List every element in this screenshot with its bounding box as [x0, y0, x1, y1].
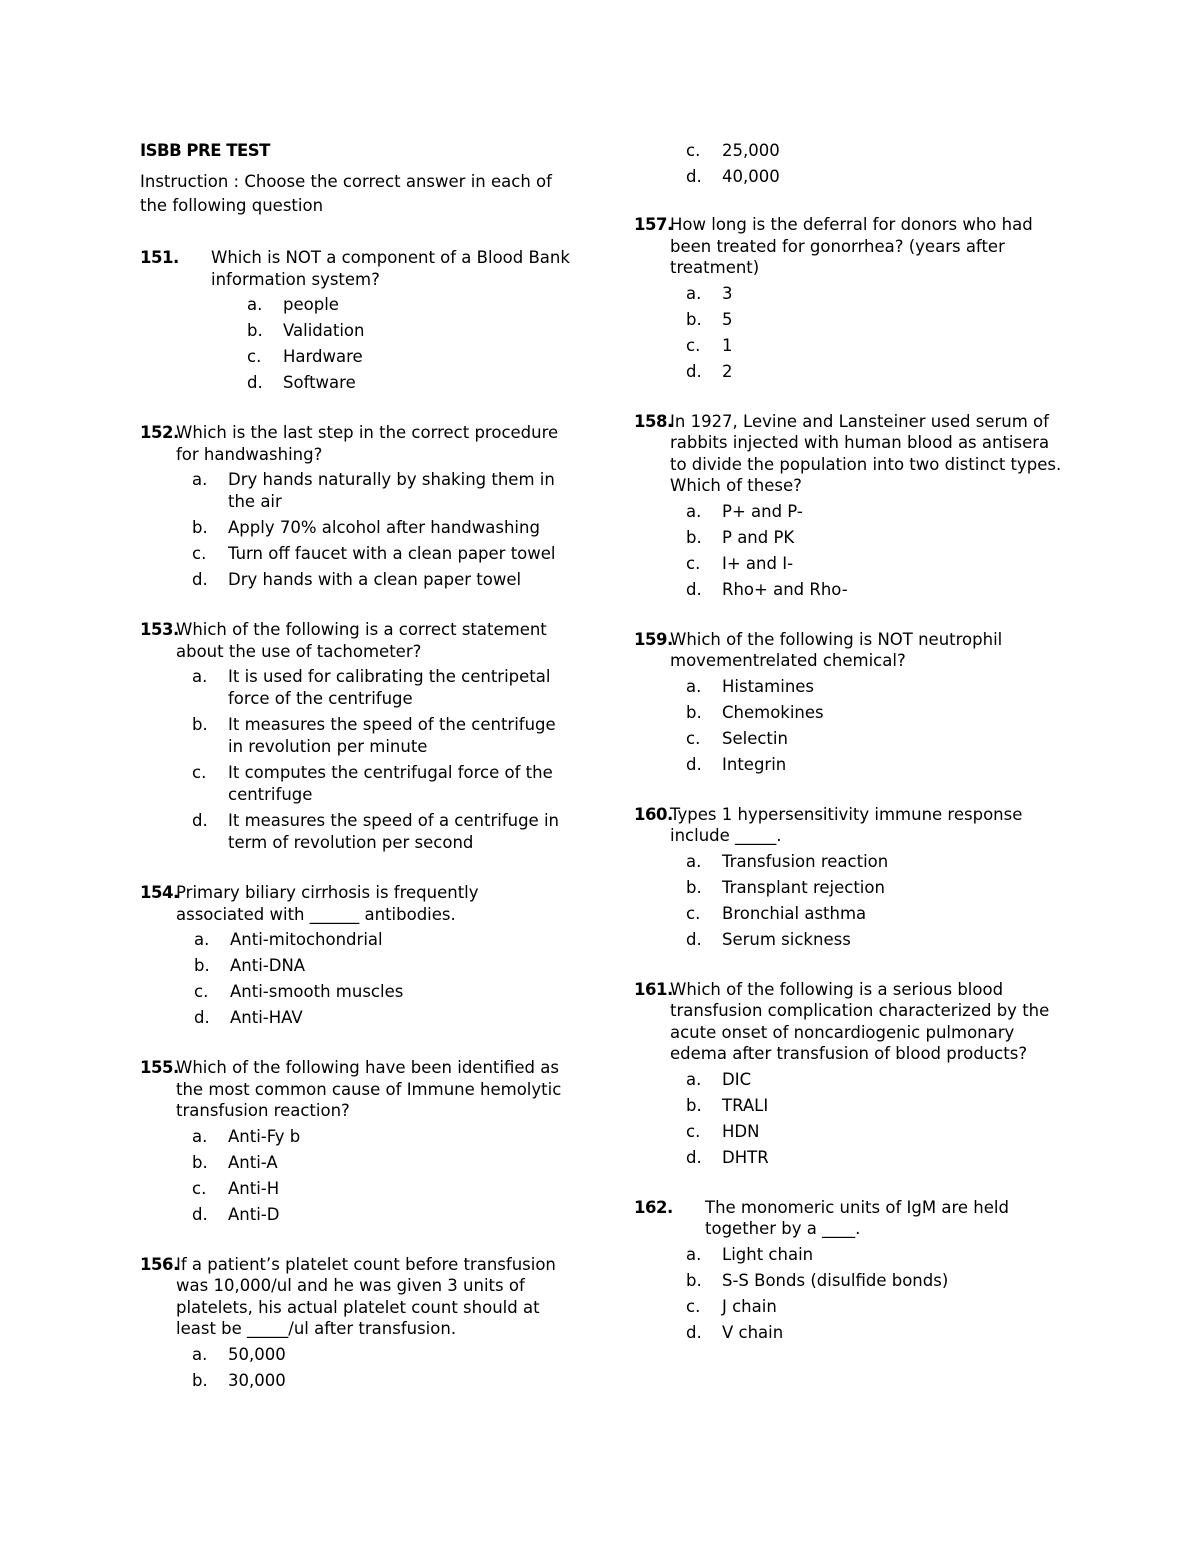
option-letter: d.: [192, 811, 208, 830]
question-text: If a patient’s platelet count before transfusion was 10,000/ul and he was given 3 units of platelets, his actual platelet count should at least be _____/ul after transfusion.: [176, 1254, 556, 1338]
question-text: Primary biliary cirrhosis is frequently associated with ______ antibodies.: [176, 883, 479, 924]
option-letter: a.: [194, 930, 210, 949]
option-item: [247, 320, 570, 342]
option-text: Transplant rejection: [722, 877, 885, 897]
left-column: [140, 140, 570, 1420]
option-text: Dry hands naturally by shaking them in the air: [228, 470, 555, 511]
option-letter: c.: [686, 903, 701, 923]
option-list: [192, 1344, 570, 1392]
option-letter: b.: [192, 1370, 208, 1390]
option-text: Software: [283, 373, 356, 392]
option-text: 30,000: [228, 1370, 286, 1390]
option-item: [192, 714, 570, 758]
document-title: ISBB PRE TEST: [140, 141, 270, 160]
option-text: 3: [722, 283, 733, 303]
question-text: The monomeric units of IgM are held together by a ____.: [705, 1197, 1009, 1238]
option-list: [192, 666, 570, 854]
option-text: It computes the centrifugal force of the centrifuge: [228, 763, 553, 804]
question-head: [140, 422, 570, 465]
option-letter: d.: [686, 754, 702, 774]
option-item: [686, 1147, 1064, 1169]
option-letter: b.: [192, 715, 208, 734]
question-number: 154.: [140, 883, 179, 902]
option-item: [192, 1344, 570, 1366]
option-letter: c.: [192, 1178, 207, 1198]
option-item: [192, 469, 570, 513]
option-list: [686, 1069, 1064, 1169]
option-letter: a.: [686, 283, 702, 303]
option-text: Hardware: [283, 347, 363, 366]
question-head: [140, 247, 570, 290]
option-letter: b.: [686, 877, 702, 897]
option-item: [192, 1152, 570, 1174]
option-letter: d.: [686, 361, 702, 381]
question-head: [634, 629, 1064, 672]
option-item: [686, 501, 1064, 523]
option-text: Anti-A: [228, 1152, 278, 1172]
option-letter: c.: [686, 141, 701, 160]
option-list: [686, 501, 1064, 601]
option-text: Anti-DNA: [230, 956, 306, 975]
option-text: Selectin: [722, 728, 788, 748]
option-item: [192, 1370, 570, 1392]
option-item: [686, 1069, 1064, 1091]
option-text: Validation: [283, 321, 365, 340]
option-text: Histamines: [722, 676, 815, 696]
option-letter: c.: [192, 544, 207, 563]
question-text: How long is the deferral for donors who had been treated for gonorrhea? (years after treatment): [670, 215, 1033, 277]
option-letter: b.: [686, 1095, 702, 1115]
option-list: [686, 851, 1064, 951]
option-letter: b.: [686, 527, 702, 547]
option-item: [247, 294, 570, 316]
option-letter: a.: [686, 676, 702, 696]
question-161: [634, 979, 1064, 1169]
option-text: Transfusion reaction: [722, 851, 889, 871]
option-letter: c.: [686, 728, 701, 748]
right-column: [634, 140, 1064, 1372]
option-letter: d.: [192, 1204, 208, 1224]
option-letter: a.: [686, 1069, 702, 1089]
question-number: 158.: [634, 411, 673, 431]
option-item: [686, 579, 1064, 601]
question-text: Which of the following is a correct statement about the use of tachometer?: [176, 620, 547, 661]
option-item: [686, 903, 1064, 925]
option-list: [192, 1126, 570, 1226]
question-156-continued: [634, 140, 1064, 188]
option-item: [192, 569, 570, 591]
option-item: [194, 1007, 570, 1029]
option-item: [194, 981, 570, 1003]
question-number: 152.: [140, 423, 179, 442]
option-letter: c.: [194, 982, 209, 1001]
option-letter: d.: [686, 1322, 702, 1342]
option-item: [192, 1204, 570, 1226]
question-number: 153.: [140, 620, 179, 639]
question-number: 151.: [140, 248, 179, 267]
option-text: 40,000: [722, 167, 780, 186]
option-letter: a.: [192, 470, 208, 489]
question-153: [140, 619, 570, 854]
option-text: DIC: [722, 1069, 752, 1089]
option-letter: a.: [686, 1244, 702, 1264]
option-list: [192, 469, 570, 591]
option-item: [686, 1296, 1064, 1318]
option-letter: c.: [686, 1296, 701, 1316]
instruction-text: Instruction : Choose the correct answer in each of the following question: [140, 172, 552, 215]
option-item: [247, 372, 570, 394]
option-item: [192, 810, 570, 854]
question-154: [140, 882, 570, 1029]
question-number: 157.: [634, 215, 673, 234]
option-text: Turn off faucet with a clean paper towel: [228, 544, 556, 563]
option-letter: b.: [194, 956, 210, 975]
option-letter: a.: [686, 851, 702, 871]
option-text: 50,000: [228, 1344, 286, 1364]
question-head: [634, 214, 1064, 279]
option-text: It measures the speed of the centrifuge in revolution per minute: [228, 715, 556, 756]
question-162: [634, 1197, 1064, 1344]
option-item: [686, 553, 1064, 575]
option-letter: d.: [686, 1147, 702, 1167]
option-item: [194, 955, 570, 977]
option-letter: c.: [686, 1121, 701, 1141]
question-head: [634, 411, 1064, 497]
question-158: [634, 411, 1064, 601]
option-text: P+ and P-: [722, 501, 803, 521]
question-number: 161.: [634, 979, 673, 999]
question-number: 162.: [634, 1197, 673, 1217]
option-text: Bronchial asthma: [722, 903, 867, 923]
option-list: [686, 140, 1064, 188]
question-text: In 1927, Levine and Lansteiner used serum of rabbits injected with human blood as antisera to divide the population into two distinct types. Which of these?: [670, 411, 1062, 495]
option-item: [686, 283, 1064, 305]
option-item: [686, 527, 1064, 549]
option-letter: b.: [192, 518, 208, 537]
question-text: Which of the following is a serious blood transfusion complication characterized by the acute onset of noncardiogenic pulmonary edema after transfusion of blood products?: [670, 979, 1050, 1063]
option-letter: d.: [192, 570, 208, 589]
option-list: [686, 283, 1064, 383]
option-letter: b.: [247, 321, 263, 340]
option-text: It is used for calibrating the centripetal force of the centrifuge: [228, 667, 551, 708]
option-text: 1: [722, 335, 733, 355]
option-list: [686, 1244, 1064, 1344]
option-text: It measures the speed of a centrifuge in term of revolution per second: [228, 811, 559, 852]
question-head: [634, 1197, 1064, 1240]
option-item: [686, 361, 1064, 383]
question-number: 156.: [140, 1254, 179, 1274]
option-item: [686, 1322, 1064, 1344]
option-item: [192, 762, 570, 806]
option-text: DHTR: [722, 1147, 769, 1167]
option-text: Anti-D: [228, 1204, 280, 1224]
question-number: 159.: [634, 629, 673, 649]
option-letter: d.: [686, 167, 702, 186]
question-head: [140, 882, 570, 925]
option-text: Anti-H: [228, 1178, 280, 1198]
option-letter: c.: [686, 335, 701, 355]
question-head: [140, 1254, 570, 1340]
option-item: [686, 754, 1064, 776]
option-text: Light chain: [722, 1244, 814, 1264]
option-letter: a.: [686, 501, 702, 521]
option-text: 2: [722, 361, 733, 381]
option-letter: b.: [686, 309, 702, 329]
option-text: TRALI: [722, 1095, 769, 1115]
option-text: 5: [722, 309, 733, 329]
question-157: [634, 214, 1064, 383]
question-number: 160.: [634, 804, 673, 824]
option-text: J chain: [722, 1296, 777, 1316]
option-text: V chain: [722, 1322, 784, 1342]
option-text: Anti-HAV: [230, 1008, 303, 1027]
option-item: [686, 851, 1064, 873]
option-list: [686, 676, 1064, 776]
option-letter: c.: [247, 347, 262, 366]
option-item: [194, 929, 570, 951]
option-letter: b.: [686, 702, 702, 722]
option-text: Serum sickness: [722, 929, 851, 949]
question-head: [634, 979, 1064, 1065]
option-item: [686, 877, 1064, 899]
option-item: [192, 543, 570, 565]
option-text: Dry hands with a clean paper towel: [228, 570, 522, 589]
option-letter: b.: [192, 1152, 208, 1172]
option-letter: b.: [686, 1270, 702, 1290]
option-item: [686, 1095, 1064, 1117]
question-head: [634, 804, 1064, 847]
option-letter: d.: [686, 579, 702, 599]
option-letter: a.: [247, 295, 263, 314]
option-text: Rho+ and Rho-: [722, 579, 848, 599]
option-text: Anti-mitochondrial: [230, 930, 383, 949]
question-160: [634, 804, 1064, 951]
question-text: Types 1 hypersensitivity immune response include _____.: [670, 804, 1023, 845]
option-text: Integrin: [722, 754, 787, 774]
option-text: Apply 70% alcohol after handwashing: [228, 518, 540, 537]
option-letter: c.: [192, 763, 207, 782]
question-151: [140, 247, 570, 394]
option-letter: d.: [194, 1008, 210, 1027]
option-item: [686, 166, 1064, 188]
option-list: [194, 929, 570, 1029]
option-item: [247, 346, 570, 368]
option-letter: a.: [192, 1126, 208, 1146]
option-item: [192, 1178, 570, 1200]
question-head: [140, 619, 570, 662]
question-155: [140, 1057, 570, 1226]
option-item: [686, 1121, 1064, 1143]
option-text: people: [283, 295, 339, 314]
option-letter: d.: [247, 373, 263, 392]
question-text: Which is the last step in the correct procedure for handwashing?: [176, 423, 559, 464]
option-text: S-S Bonds (disulfide bonds): [722, 1270, 949, 1290]
question-head: [140, 1057, 570, 1122]
option-item: [192, 517, 570, 539]
option-item: [192, 666, 570, 710]
option-list: [247, 294, 570, 394]
option-text: Anti-Fy b: [228, 1126, 301, 1146]
question-text: Which is NOT a component of a Blood Bank information system?: [211, 248, 570, 289]
option-letter: c.: [686, 553, 701, 573]
option-item: [686, 1270, 1064, 1292]
option-letter: a.: [192, 1344, 208, 1364]
option-item: [686, 309, 1064, 331]
question-number: 155.: [140, 1058, 179, 1077]
option-text: Chemokines: [722, 702, 824, 722]
option-item: [686, 1244, 1064, 1266]
option-letter: d.: [686, 929, 702, 949]
option-item: [686, 929, 1064, 951]
question-text: Which of the following have been identified as the most common cause of Immune hemolytic transfusion reaction?: [176, 1058, 562, 1120]
option-text: I+ and I-: [722, 553, 794, 573]
option-text: HDN: [722, 1121, 760, 1141]
option-text: P and PK: [722, 527, 795, 547]
question-text: Which of the following is NOT neutrophil movementrelated chemical?: [670, 629, 1003, 670]
option-item: [686, 702, 1064, 724]
option-text: Anti-smooth muscles: [230, 982, 404, 1001]
option-item: [192, 1126, 570, 1148]
option-item: [686, 335, 1064, 357]
option-text: 25,000: [722, 141, 780, 160]
option-item: [686, 676, 1064, 698]
question-159: [634, 629, 1064, 776]
option-item: [686, 728, 1064, 750]
option-item: [686, 140, 1064, 162]
question-152: [140, 422, 570, 591]
option-letter: a.: [192, 667, 208, 686]
question-156: [140, 1254, 570, 1392]
